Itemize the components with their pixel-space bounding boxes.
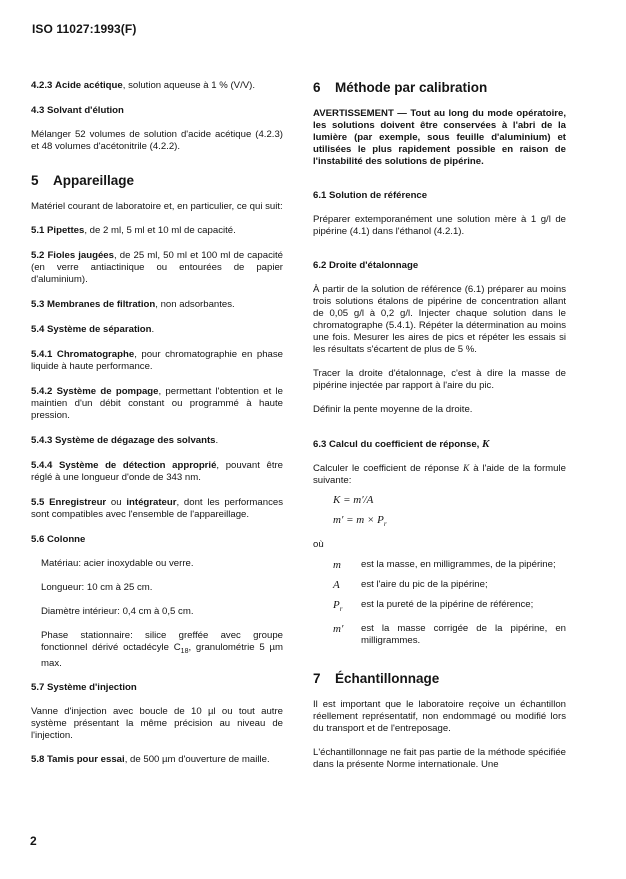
definition-symbol: m′ [333, 623, 344, 636]
clause-number: 5.4 [31, 324, 45, 335]
definition-item [313, 599, 566, 615]
clause-number: 5.4.2 [31, 386, 53, 397]
formula-k: K = m′/A [333, 494, 374, 506]
paragraph-7-a: Il est important que le laboratoire reçoive un échantillon réellement représentatif, non endommagé ou modifié lors du transport et de l'entreposage. [313, 699, 566, 735]
paragraph-6-3-intro [313, 463, 566, 487]
clause-4-2-3 [31, 80, 283, 92]
clause-term: Acide acétique [55, 80, 123, 91]
section-7-heading [313, 671, 566, 687]
phase-subscript: 18 [180, 647, 189, 655]
clause-term-2: intégrateur [126, 497, 177, 508]
clause-5-3 [31, 299, 283, 311]
clause-term: Système de pompage [56, 386, 159, 397]
clause-number: 5.3 [31, 299, 45, 310]
clause-number: 5.5 [31, 497, 45, 508]
heading-symbol: K [482, 438, 490, 450]
symbol-text: P [333, 599, 340, 612]
intro-symbol: K [463, 463, 470, 474]
section-number: 7 [313, 671, 321, 687]
section-number: 6 [313, 80, 321, 95]
formula-subscript: r [383, 520, 387, 529]
where-label: où [313, 539, 324, 551]
phase-text-end: , granulométrie 5 µm max. [41, 642, 283, 669]
section-6-heading [313, 80, 566, 96]
clause-term: Tamis pour essai [47, 753, 125, 765]
section-title: Échantillonnage [335, 671, 440, 687]
right-column [313, 80, 566, 783]
section-title: Méthode par calibration [335, 80, 488, 95]
clause-number: 5.4.1 [31, 349, 53, 360]
section-5-heading [31, 173, 283, 189]
warning-paragraph: AVERTISSEMENT — Tout au long du mode opératoire, les solutions doivent être conservées à l'abri de la lumière (par exemple, sous feuille d'aluminium) et utilisées le plus rapidement possible en raison de l'instabilité des solutions de pipérine. [313, 108, 566, 167]
clause-5-2 [31, 250, 283, 286]
clause-5-8 [31, 754, 283, 766]
clause-number: 5.4.3 [31, 435, 53, 446]
clause-text: , de 500 µm d'ouverture de maille. [124, 753, 270, 765]
definition-text: est la masse, en milligrammes, de la pipérine; [361, 559, 556, 571]
heading-5-6: 5.6 Colonne [31, 534, 86, 545]
clause-text: , de 2 ml, 5 ml et 10 ml de capacité. [84, 225, 236, 236]
paragraph-6-2-c: Définir la pente moyenne de la droite. [313, 404, 473, 415]
clause-term: Fioles jaugées [47, 250, 114, 261]
definition-item [313, 559, 566, 571]
column-diameter: Diamètre intérieur: 0,4 cm à 0,5 cm. [41, 606, 194, 617]
clause-text: , solution aqueuse à 1 % (V/V). [122, 80, 255, 91]
definition-symbol: m [333, 559, 341, 572]
clause-number: 5.2 [31, 250, 45, 261]
clause-text: , permettant l'obtention et le maintien d'un débit constant ou programmé à haute pression. [31, 386, 283, 421]
paragraph-4-3: Mélanger 52 volumes de solution d'acide acétique (4.2.3) et 48 volumes d'acétonitrile (4.2.2). [31, 129, 283, 152]
paragraph-5-intro: Matériel courant de laboratoire et, en particulier, ce qui suit: [31, 201, 283, 212]
clause-term: Enregistreur [49, 497, 107, 508]
left-column [31, 80, 283, 779]
phase-text: Phase stationnaire: silice greffée avec groupe fonctionnel dérivé octadécyle C [41, 630, 283, 653]
paragraph-7-b: L'échantillonnage ne fait pas partie de la méthode spécifiée dans la présente Norme internationale. Une [313, 747, 566, 771]
heading-6-3 [313, 438, 566, 451]
document-header: ISO 11027:1993(F) [32, 22, 137, 36]
clause-number: 5.8 [31, 753, 45, 765]
definition-text: est la pureté de la pipérine de référence; [361, 599, 534, 611]
formula-text: m′ = m × P [333, 514, 384, 526]
column-material: Matériau: acier inoxydable ou verre. [41, 558, 194, 569]
clause-5-4-2 [31, 386, 283, 422]
definition-text: est l'aire du pic de la pipérine; [361, 579, 488, 591]
heading-6-2: 6.2 Droite d'étalonnage [313, 260, 419, 271]
definition-symbol: A [333, 579, 340, 592]
clause-text: , pouvant être réglé à une longueur d'onde de 343 nm. [31, 460, 284, 483]
clause-term: Membranes de filtration [47, 299, 156, 310]
clause-term: Système de dégazage des solvants [55, 435, 216, 446]
definition-list [313, 559, 566, 647]
paragraph-6-2-b: Tracer la droite d'étalonnage, c'est à dire la masse de pipérine injectée par rapport à l'aire du pic. [313, 368, 566, 391]
intro-text: Calculer le coefficient de réponse [313, 463, 464, 474]
column-length: Longueur: 10 cm à 25 cm. [41, 582, 153, 593]
clause-text: . [215, 435, 219, 446]
clause-text: . [151, 324, 155, 335]
clause-term: Système de séparation [47, 324, 152, 335]
heading-4-3: 4.3 Solvant d'élution [31, 105, 124, 116]
definition-item [313, 623, 566, 647]
definition-text: est la masse corrigée de la pipérine, en milligrammes. [361, 623, 566, 647]
clause-5-5 [31, 497, 283, 521]
definition-symbol [313, 599, 361, 615]
page-number: 2 [30, 834, 37, 848]
clause-number: 4.2.3 [31, 80, 53, 91]
heading-text: 6.3 Calcul du coefficient de réponse, [313, 439, 483, 450]
paragraph-6-2-a: À partir de la solution de référence (6.1) préparer au moins trois solutions étalons de pipérine de concentration allant de 0,05 g/l à 0,2 g/l. Injecter chaque solution dans le chromatographe (5.4.1). Répéter la détermination au moins une fois. Mesurer les aires de pics et répéter les essais si les résultats s'écartent de plus de 5 %. [313, 284, 566, 355]
paragraph-5-7: Vanne d'injection avec boucle de 10 µl ou tout autre système présentant la même précision au niveau de l'injection. [31, 705, 283, 741]
section-number: 5 [31, 173, 39, 188]
clause-5-4-4 [31, 460, 283, 484]
clause-number: 5.4.4 [31, 460, 53, 471]
section-title: Appareillage [53, 173, 135, 188]
column-stationary-phase [31, 630, 283, 670]
paragraph-6-1: Préparer extemporanément une solution mère à 1 g/l de pipérine (4.1) dans l'éthanol (4.2.1). [313, 214, 566, 237]
clause-text: , dont les performances sont compatibles avec l'ensemble de l'appareillage. [31, 497, 283, 520]
formula-m-prime [333, 513, 566, 531]
definition-item [313, 579, 566, 591]
symbol-subscript: r [339, 605, 343, 614]
clause-term: Pipettes [47, 225, 85, 236]
clause-text: , pour chromatographie en phase liquide à haute performance. [31, 349, 283, 372]
clause-term: Système de détection approprié [58, 460, 217, 471]
clause-number: 5.1 [31, 225, 45, 236]
clause-connector: ou [106, 497, 127, 508]
clause-text: , non adsorbantes. [155, 299, 235, 310]
clause-5-1 [31, 225, 283, 237]
clause-5-4-1 [31, 349, 283, 373]
clause-5-4 [31, 324, 283, 336]
heading-6-1: 6.1 Solution de référence [313, 190, 428, 201]
clause-5-4-3 [31, 435, 283, 447]
clause-text: , de 25 ml, 50 ml et 100 ml de capacité (en verre antiactinique ou entourées de papier d'aluminium). [31, 250, 283, 285]
intro-text-end: à l'aide de la formule suivante: [313, 463, 566, 486]
clause-term: Chromatographe [56, 349, 135, 360]
heading-5-7: 5.7 Système d'injection [31, 681, 137, 693]
